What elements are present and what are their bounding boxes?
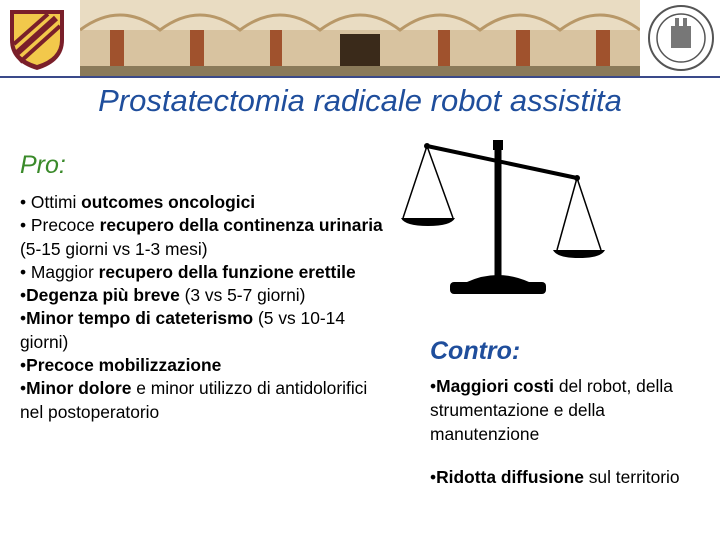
pro-item: •Precoce mobilizzazione	[20, 355, 222, 376]
pro-item: • Precoce recupero della continenza urinaria (5-15 giorni vs 1-3 mesi)	[20, 215, 383, 259]
pro-item: •Minor tempo di cateterismo (5 vs 10-14 giorni)	[20, 308, 346, 352]
pro-item: • Ottimi outcomes oncologici	[20, 192, 256, 212]
pro-item: •Minor dolore e minor utilizzo di antidolorifici nel postoperatorio	[20, 378, 368, 422]
header-divider	[0, 76, 720, 78]
slide-title: Prostatectomia radicale robot assistita	[98, 83, 622, 118]
pro-item: •Degenza più breve (3 vs 5-7 giorni)	[20, 285, 306, 306]
header	[0, 0, 720, 76]
contro-item: •Ridotta diffusione sul territorio	[430, 467, 680, 487]
university-crest-icon	[4, 4, 70, 72]
university-seal-icon	[646, 4, 716, 72]
contro-heading: Contro:	[430, 337, 521, 365]
contro-list	[430, 374, 715, 508]
pro-list	[20, 191, 385, 424]
pro-heading: Pro:	[20, 151, 66, 179]
balance-scale-icon	[395, 132, 610, 307]
pro-item: • Maggior recupero della funzione erettile	[20, 261, 356, 282]
cloister-arches-image	[80, 0, 640, 76]
contro-item: •Maggiori costi del robot, della strumentazione e della manutenzione	[430, 376, 673, 444]
